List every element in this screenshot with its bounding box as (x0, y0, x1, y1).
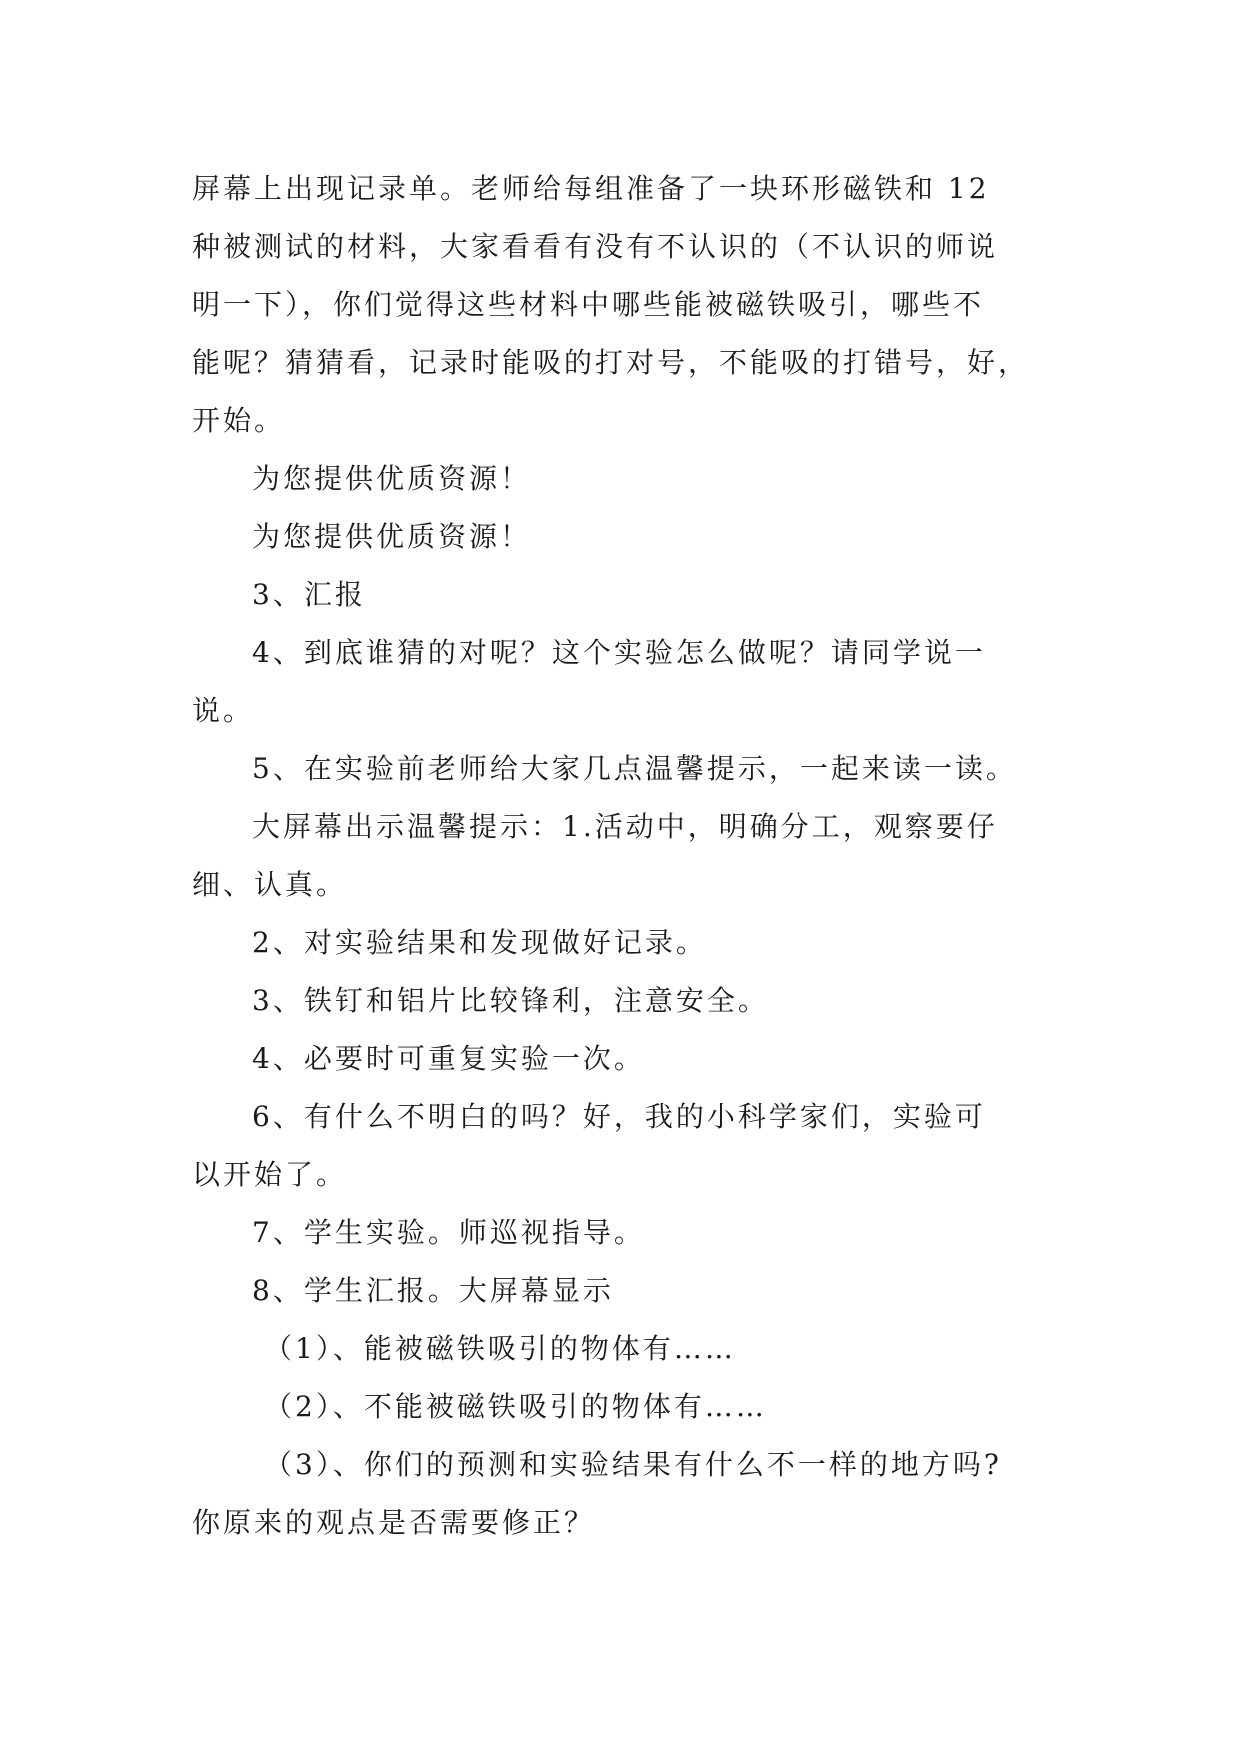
text-line: （3）、你们的预测和实验结果有什么不一样的地方吗? (264, 1448, 1002, 1481)
text-line: 6、有什么不明白的吗？好，我的小科学家们，实验可 (252, 1100, 986, 1133)
text-line: 3、铁钉和铝片比较锋利，注意安全。 (252, 984, 769, 1017)
text-line: 细、认真。 (192, 868, 348, 901)
text-line: 8、学生汇报。大屏幕显示 (252, 1274, 614, 1307)
text-line: 种被测试的材料，大家看看有没有不认识的（不认识的师说 (192, 230, 999, 263)
text-line: 你原来的观点是否需要修正？ (192, 1506, 596, 1539)
text-line: 2、对实验结果和发现做好记录。 (252, 926, 707, 959)
text-line: 7、学生实验。师巡视指导。 (252, 1216, 645, 1249)
text-line: 开始。 (192, 404, 286, 437)
text-line: 明一下），你们觉得这些材料中哪些能被磁铁吸引，哪些不 (192, 288, 985, 321)
text-line: （1）、能被磁铁吸引的物体有…… (264, 1332, 736, 1365)
text-line: 3、汇报 (252, 578, 366, 611)
text-line: （2）、不能被磁铁吸引的物体有…… (264, 1390, 767, 1423)
text-line: 4、到底谁猜的对呢？这个实验怎么做呢？请同学说一 (252, 636, 986, 669)
text-line: 以开始了。 (192, 1158, 348, 1191)
text-line: 为您提供优质资源！ (252, 462, 532, 495)
text-line: 为您提供优质资源！ (252, 520, 532, 553)
text-line: 4、必要时可重复实验一次。 (252, 1042, 645, 1075)
document-body (192, 160, 1062, 1552)
text-line: 说。 (192, 694, 255, 727)
text-line: 大屏幕出示温馨提示：1.活动中，明确分工，观察要仔 (252, 810, 998, 843)
text-line: 能呢？猜猜看，记录时能吸的打对号，不能吸的打错号，好， (192, 346, 1030, 379)
text-line: 5、在实验前老师给大家几点温馨提示，一起来读一读。 (252, 752, 1017, 785)
text-line: 屏幕上出现记录单。老师给每组准备了一块环形磁铁和 12 (192, 172, 990, 205)
